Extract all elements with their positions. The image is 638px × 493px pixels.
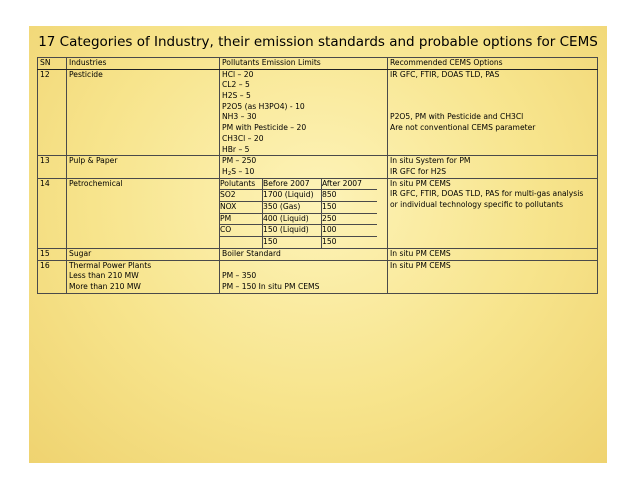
row-cems (388, 69, 598, 156)
sub-cell (220, 237, 263, 248)
table-row (38, 248, 598, 260)
sub-cell: 400 (Liquid) (263, 213, 322, 225)
row-cems: In situ PM CEMS (388, 260, 598, 293)
cems-line: IR GFC for H2S (390, 166, 447, 176)
limit-line (222, 261, 385, 272)
industry-line: Less than 210 MW (69, 271, 139, 281)
limit-line: PM – 150 In situ PM CEMS (222, 281, 320, 291)
sub-cell: PM (220, 213, 263, 225)
row-limits (220, 260, 388, 293)
limit-line: PM with Pesticide – 20 (222, 123, 307, 133)
cems-line: IR GFC, FTIR, DOAS TLD, PAS (390, 69, 500, 79)
limit-line: HCl – 20 (222, 69, 254, 79)
sub-cell: CO (220, 225, 263, 237)
cems-line (390, 145, 595, 156)
row-industry (67, 260, 220, 293)
row-industry: Sugar (67, 248, 220, 260)
row-limits (220, 69, 388, 156)
sub-header-row (220, 179, 377, 190)
sub-header-pollutants: Polutants (220, 179, 263, 190)
cems-line (390, 102, 595, 113)
table-header-row (38, 58, 598, 70)
limit-line: HBr – 5 (222, 144, 250, 154)
cems-line: IR GFC, FTIR, DOAS TLD, PAS for multi-gas analysis (390, 189, 584, 199)
row-cems (388, 178, 598, 248)
row-limits (220, 178, 388, 248)
limit-line: PM – 250 (222, 156, 257, 166)
sub-row (220, 190, 377, 202)
sub-cell: 150 (322, 201, 378, 213)
table-row (38, 156, 598, 178)
table-row (38, 260, 598, 293)
row-sn: 15 (38, 248, 67, 260)
sub-cell: SO2 (220, 190, 263, 202)
sub-cell: 850 (322, 190, 378, 202)
limit-line-h2s: $H_2S - 10$ (222, 166, 255, 177)
emission-standards-table (37, 57, 598, 294)
row-sn: 13 (38, 156, 67, 178)
sub-cell: NOX (220, 201, 263, 213)
limit-line: CH3Cl – 20 (222, 133, 264, 143)
limit-line: P2O5 (as H3PO4) - 10 (222, 101, 305, 111)
sub-cell: 350 (Gas) (263, 201, 322, 213)
sub-row (220, 225, 377, 237)
sub-row (220, 237, 377, 248)
sub-cell: 150 (322, 237, 378, 248)
row-cems (388, 156, 598, 178)
industry-line: Thermal Power Plants (69, 260, 152, 270)
petrochemical-limits-table (220, 179, 377, 248)
cems-line: or individual technology specific to pollutants (390, 199, 564, 209)
cems-line (390, 80, 595, 91)
sub-cell: 100 (322, 225, 378, 237)
limit-line: PM – 350 (222, 271, 257, 281)
row-sn: 14 (38, 178, 67, 248)
limit-line: H2S – 5 (222, 91, 251, 101)
sub-row (220, 201, 377, 213)
cems-line: Are not conventional CEMS parameter (390, 123, 536, 133)
sub-cell: 150 (263, 237, 322, 248)
table-row (38, 178, 598, 248)
cems-line: In situ System for PM (390, 156, 471, 166)
sub-header-before-2007: Before 2007 (263, 179, 322, 190)
row-industry: Pesticide (67, 69, 220, 156)
row-industry: Pulp & Paper (67, 156, 220, 178)
header-sn: SN (38, 58, 67, 70)
row-sn: 12 (38, 69, 67, 156)
row-cems: In situ PM CEMS (388, 248, 598, 260)
cems-line (390, 134, 595, 145)
header-industries: Industries (67, 58, 220, 70)
header-cems: Recommended CEMS Options (388, 58, 598, 70)
table-row (38, 69, 598, 156)
sub-cell: 1700 (Liquid) (263, 190, 322, 202)
sub-cell: 250 (322, 213, 378, 225)
limit-line: NH3 – 30 (222, 112, 257, 122)
row-industry: Petrochemical (67, 178, 220, 248)
sub-header-after-2007: After 2007 (322, 179, 378, 190)
sub-cell: 150 (Liquid) (263, 225, 322, 237)
cems-line: P2O5, PM with Pesticide and CH3Cl (390, 112, 524, 122)
row-limits (220, 156, 388, 178)
header-limits: Pollutants Emission Limits (220, 58, 388, 70)
slide-title: 17 Categories of Industry, their emission standards and probable options for CEMS (38, 34, 598, 50)
row-sn: 16 (38, 260, 67, 293)
slide (29, 26, 607, 463)
industry-line: More than 210 MW (69, 281, 141, 291)
row-limits: Boiler Standard (220, 248, 388, 260)
cems-line (390, 91, 595, 102)
sub-row (220, 213, 377, 225)
cems-line: In situ PM CEMS (390, 178, 451, 188)
limit-line: CL2 – 5 (222, 80, 250, 90)
